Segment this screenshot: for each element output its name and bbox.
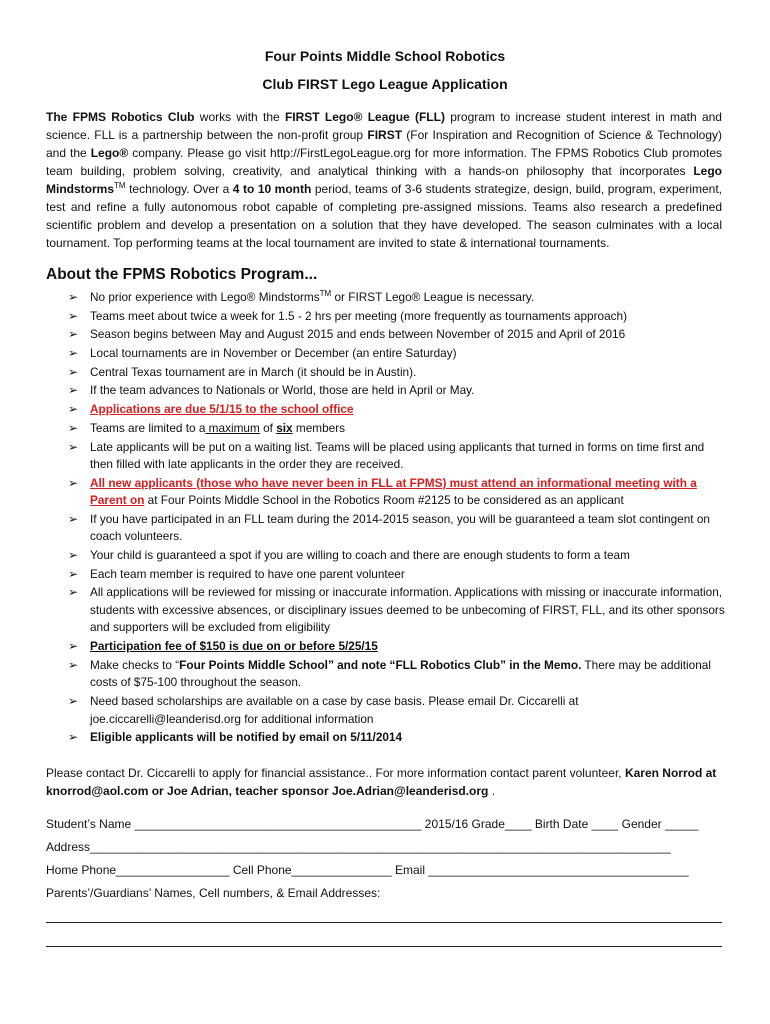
- arrowhead-bullet-icon: ➢: [68, 730, 79, 745]
- list-item: [68, 289, 728, 307]
- intro-text: company. Please go visit http://FirstLegoLeague.org for more information. The FPMS Robotics Club promotes team building, problem solving, creativity, and analytical thinking with a hands-on philosophy that incorporates: [46, 146, 722, 178]
- participation-fee-notice: Participation fee of $150 is due on or before 5/25/15: [90, 639, 378, 654]
- list-item: [68, 511, 728, 546]
- bullet-text: Central Texas tournament are in March (it should be in Austin).: [90, 364, 417, 379]
- contact-paragraph: [46, 764, 736, 800]
- arrowhead-bullet-icon: ➢: [68, 364, 79, 379]
- contact-text: Please contact Dr. Ciccarelli to apply for financial assistance.. For more information contact parent volunteer,: [46, 766, 625, 780]
- list-item: [68, 326, 728, 344]
- arrowhead-bullet-icon: ➢: [68, 657, 79, 672]
- list-item: [68, 638, 728, 656]
- arrowhead-bullet-icon: ➢: [68, 439, 79, 454]
- list-item: [68, 584, 728, 637]
- intro-mindstorms-name: Lego Mindstorms: [46, 164, 722, 196]
- bullet-text: If the team advances to Nationals or World, those are held in April or May.: [90, 383, 475, 398]
- bullet-text: Make checks to “: [90, 657, 180, 672]
- list-item: [68, 401, 728, 419]
- arrowhead-bullet-icon: ➢: [68, 566, 79, 581]
- list-item: [68, 547, 728, 565]
- page-title: Four Points Middle School Robotics: [264, 48, 506, 64]
- intro-text: technology. Over a: [125, 182, 233, 196]
- program-bullet-list: [68, 289, 728, 748]
- bullet-text: Need based scholarships are available on a case by case basis. Please email Dr. Ciccarelli at joe.ciccarelli@leanderisd.org for additional information: [90, 694, 579, 726]
- arrowhead-bullet-icon: ➢: [68, 420, 79, 435]
- bullet-text: Your child is guaranteed a spot if you are willing to coach and there are enough students to form a team: [90, 548, 630, 563]
- parents-entry-line[interactable]: [46, 922, 722, 923]
- section-heading: About the FPMS Robotics Program...: [46, 266, 318, 283]
- bullet-text: or FIRST Lego® League is necessary.: [331, 290, 535, 304]
- arrowhead-bullet-icon: ➢: [68, 585, 79, 600]
- list-item: [68, 364, 728, 382]
- bullet-text: Local tournaments are in November or December (an entire Saturday): [90, 346, 457, 361]
- phone-email-field-line[interactable]: Home Phone_________________ Cell Phone_______________ Email _______________________________________: [46, 863, 689, 877]
- intro-text: program to increase student interest in math and science. FLL is a partnership between the non-profit group: [46, 110, 722, 142]
- arrowhead-bullet-icon: ➢: [68, 383, 79, 398]
- bullet-text: If you have participated in an FLL team during the 2014-2015 season, you will be guaranteed a team slot contingent on coach volunteers.: [90, 511, 710, 544]
- list-item: [68, 382, 728, 400]
- page-subtitle: Club FIRST Lego League Application: [262, 76, 508, 92]
- trademark-mark: TM: [114, 181, 126, 190]
- arrowhead-bullet-icon: ➢: [68, 290, 79, 304]
- intro-text: works with the: [194, 110, 285, 124]
- list-item: [68, 657, 728, 692]
- parents-entry-line[interactable]: [46, 946, 722, 947]
- parents-field-label: Parents’/Guardians’ Names, Cell numbers, & Email Addresses:: [46, 886, 381, 900]
- arrowhead-bullet-icon: ➢: [68, 548, 79, 563]
- arrowhead-bullet-icon: ➢: [68, 694, 79, 708]
- intro-fll-name: FIRST Lego® League (FLL): [284, 110, 445, 124]
- bullet-text: of: [259, 420, 277, 435]
- bullet-text-underlined: maximum: [205, 420, 260, 435]
- bullet-text-emphasis: six: [276, 420, 293, 435]
- bullet-text: Each team member is required to have one parent volunteer: [90, 566, 405, 581]
- contact-people: Karen Norrod at knorrod@aol.com or Joe Adrian, teacher sponsor Joe.Adrian@leanderisd.org: [46, 766, 717, 798]
- list-item: [68, 729, 728, 747]
- trademark-mark: TM: [319, 289, 332, 299]
- arrowhead-bullet-icon: ➢: [68, 475, 79, 490]
- bullet-text: Season begins between May and August 2015 and ends between November of 2015 and April of 2016: [90, 327, 626, 342]
- arrowhead-bullet-icon: ➢: [68, 346, 79, 361]
- list-item: [68, 345, 728, 363]
- bullet-text: Teams are limited to a: [90, 420, 206, 435]
- intro-lego-name: Lego®: [90, 146, 129, 160]
- bullet-text: There may be additional costs of $75-100 throughout the season.: [90, 657, 711, 690]
- arrowhead-bullet-icon: ➢: [68, 639, 79, 654]
- arrowhead-bullet-icon: ➢: [68, 402, 79, 417]
- intro-first-name: FIRST: [367, 128, 403, 142]
- student-info-field-line[interactable]: Student’s Name ___________________________________________ 2015/16 Grade____ Birth Date ____ Gender _____: [46, 817, 699, 831]
- list-item: [68, 308, 728, 326]
- bullet-text: Late applicants will be put on a waiting list. Teams will be placed using applicants that turned in forms on time first and then filled with late applicants in the order they are received.: [90, 439, 705, 471]
- contact-text: .: [488, 784, 496, 798]
- notification-date-notice: Eligible applicants will be notified by email on 5/11/2014: [90, 730, 403, 745]
- bullet-text: All applications will be reviewed for missing or inaccurate information. Applications with missing or inaccurate information, students with excessive absences, or disciplinary issues deemed to be unbecoming of FIRST, FLL, and its other sponsors and supporters will be excluded from eligibility: [90, 585, 725, 635]
- arrowhead-bullet-icon: ➢: [68, 308, 79, 323]
- informational-meeting-notice: All new applicants (those who have never been in FLL at FPMS) must attend an informational meeting with a Parent on: [90, 475, 697, 508]
- list-item: [68, 566, 728, 584]
- intro-text: period, teams of 3-6 students strategize, design, build, program, experiment, test and refine a fully autonomous robot capable of completing pre-assigned missions. Teams also research a predefined scientific problem and develop a presentation on a solution that they have developed. The season culminates with a local tournament. Top performing teams at the local tournament are invited to state & international tournaments.: [46, 182, 722, 250]
- bullet-text: members: [292, 420, 346, 435]
- bullet-text: No prior experience with Lego® Mindstorms: [90, 290, 320, 304]
- list-item: [68, 420, 728, 438]
- check-payee-instructions: Four Points Middle School” and note “FLL Robotics Club” in the Memo.: [179, 657, 582, 672]
- list-item: [68, 693, 728, 728]
- bullet-text: Teams meet about twice a week for 1.5 - 2 hrs per meeting (more frequently as tournaments approach): [90, 308, 628, 323]
- arrowhead-bullet-icon: ➢: [68, 511, 79, 526]
- bullet-text: at Four Points Middle School in the Robotics Room #2125 to be considered as an applicant: [144, 493, 624, 508]
- intro-duration: 4 to 10 month: [232, 182, 312, 196]
- intro-text: (For Inspiration and Recognition of Science & Technology) and the: [46, 128, 723, 160]
- address-field-line[interactable]: Address_______________________________________________________________________________________: [46, 840, 671, 854]
- arrowhead-bullet-icon: ➢: [68, 327, 79, 342]
- list-item: [68, 439, 728, 474]
- intro-club-name: The FPMS Robotics Club: [46, 110, 195, 124]
- application-deadline-notice: Applications are due 5/1/15 to the school office: [90, 402, 354, 417]
- list-item: [68, 475, 728, 510]
- intro-paragraph: [46, 108, 722, 252]
